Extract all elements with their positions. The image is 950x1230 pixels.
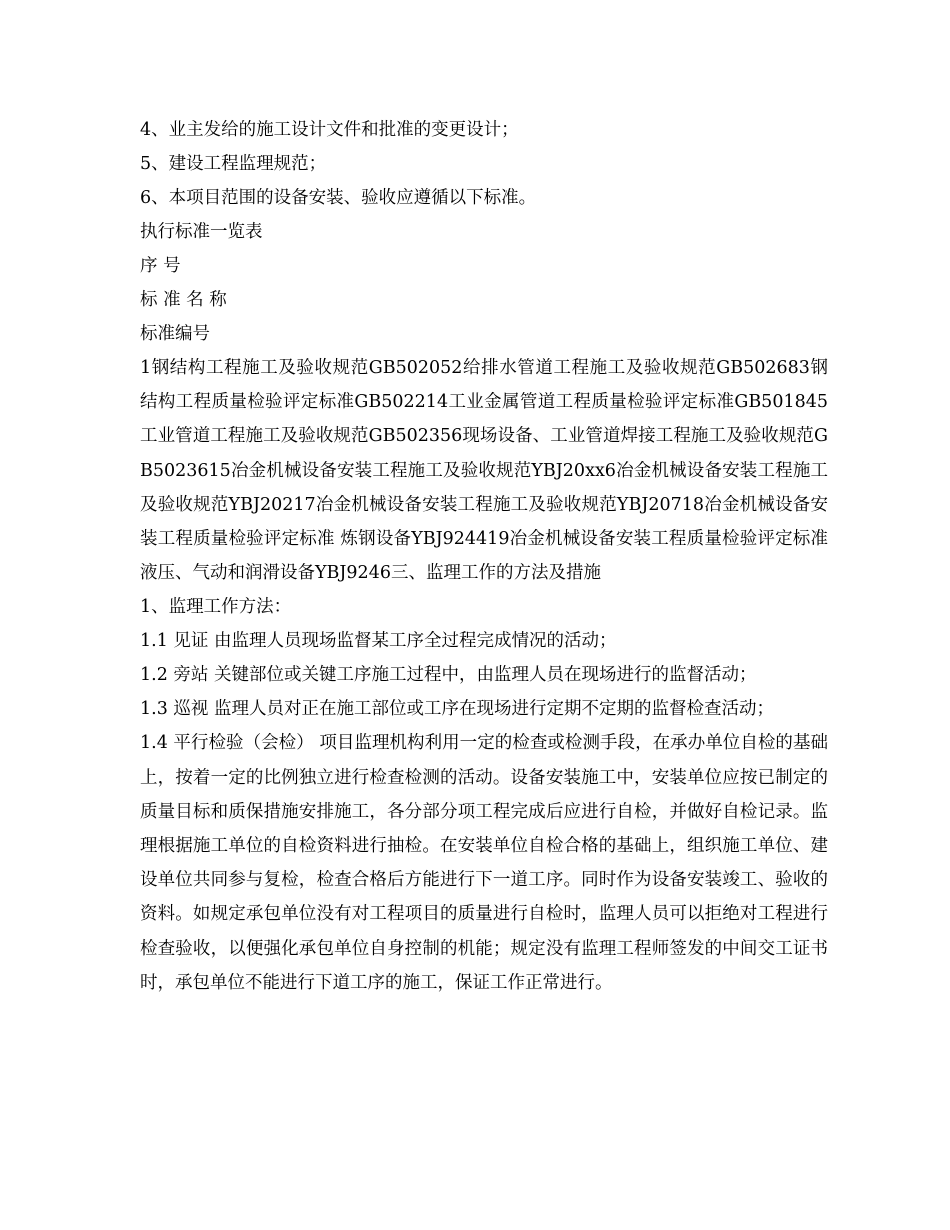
intro-item-6: 6、本项目范围的设备安装、验收应遵循以下标准。 bbox=[140, 188, 537, 208]
document-page bbox=[140, 113, 828, 1000]
table-header-name: 标 准 名 称 bbox=[140, 290, 227, 310]
table-header-code: 标准编号 bbox=[140, 324, 210, 344]
parallel-inspection-paragraph: 1.4 平行检验（会检） 项目监理机构利用一定的检查或检测手段，在承办单位自检的基础上，按着一定的比例独立进行检查检测的活动。设备安装施工中，安装单位应按已制定的质量目标和质保措施安排施工，各分部分项工程完成后应进行自检，并做好自检记录。监理根据施工单位的自检资料进行抽检。在安装单位自检合格的基础上，组织施工单位、建设单位共同参与复检，检查合格后方能进行下一道工序。同时作为设备安装竣工、验收的资料。如规定承包单位没有对工程项目的质量进行自检时，监理人员可以拒绝对工程进行检查验收，以便强化承包单位自身控制的机能；规定没有监理工程师签发的中间交工证书时，承包单位不能进行下道工序的施工，保证工作正常进行。 bbox=[140, 733, 828, 993]
methods-heading: 1、监理工作方法： bbox=[140, 597, 292, 618]
standards-paragraph: 1钢结构工程施工及验收规范GB502052给排水管道工程施工及验收规范GB502683钢结构工程质量检验评定标准GB502214工业金属管道工程质量检验评定标准GB501845工业管道工程施工及验收规范GB502356现场设备、工业管道焊接工程施工及验收规范GB5023615冶金机械设备安装工程施工及验收规范YBJ20xx6冶金机械设备安装工程施工及验收规范YBJ20217冶金机械设备安装工程施工及验收规范YBJ20718冶金机械设备安装工程质量检验评定标准 炼钢设备YBJ924419冶金机械设备安装工程质量检验评定标准 液压、气动和润滑设备YBJ9246三、监理工作的方法及措施 bbox=[140, 358, 828, 584]
table-header-seq: 序 号 bbox=[140, 256, 181, 276]
method-witness: 1.1 见证 由监理人员现场监督某工序全过程完成情况的活动； bbox=[140, 631, 617, 652]
intro-item-4: 4、业主发给的施工设计文件和批准的变更设计； bbox=[140, 120, 519, 140]
table-title: 执行标准一览表 bbox=[140, 222, 263, 242]
intro-item-5: 5、建设工程监理规范； bbox=[140, 154, 327, 174]
method-patrol: 1.3 巡视 监理人员对正在施工部位或工序在现场进行定期不定期的监督检查活动； bbox=[140, 699, 774, 720]
method-side-station: 1.2 旁站 关键部位或关键工序施工过程中，由监理人员在现场进行的监督活动； bbox=[140, 665, 757, 686]
